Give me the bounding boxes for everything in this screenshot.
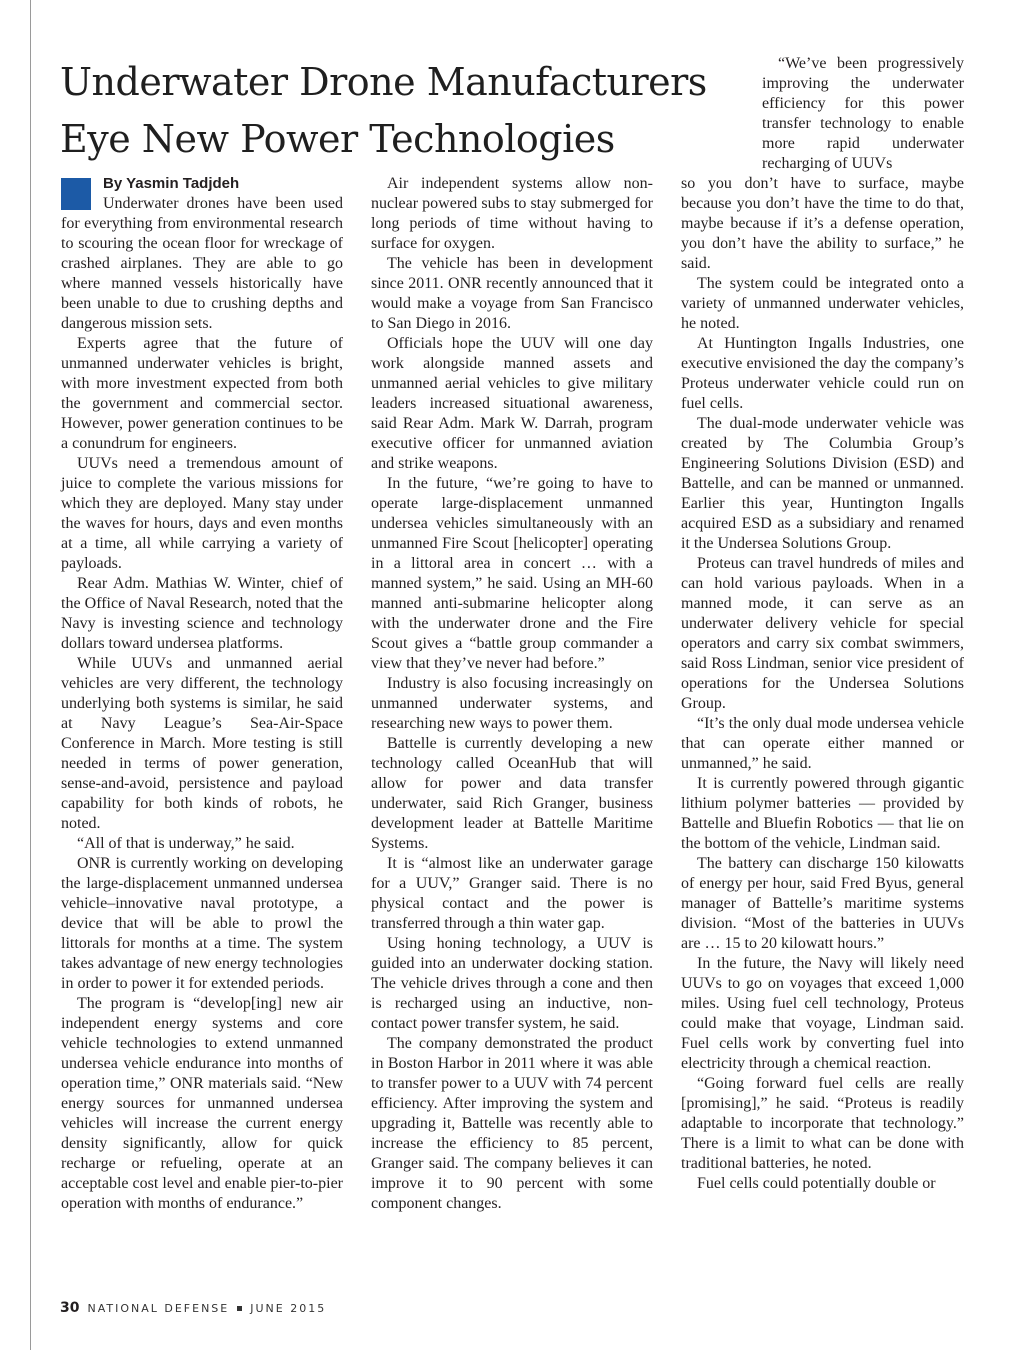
paragraph: Fuel cells could potentially double or xyxy=(697,1175,936,1192)
paragraph: At Huntington Ingalls Industries, one executive envisioned the day the company’s Proteus underwater vehicle could run on fuel cells. xyxy=(681,335,964,412)
paragraph: Using honing technology, a UUV is guided into an underwater docking station. The vehicle drives through a cone and then is recharged using an inductive, non-contact power transfer system, he said. xyxy=(371,935,653,1032)
paragraph: The battery can discharge 150 kilowatts of energy per hour, said Fred Byus, general manager of Battelle’s maritime systems division. “Most of the batteries in UUVs are … 15 to 20 kilowatt hours.” xyxy=(681,855,964,952)
paragraph: “We’ve been progressively improving the underwater efficiency for this power transfer technology to enable more rapid underwater recharging of UUVs xyxy=(762,55,964,172)
paragraph: It is “almost like an underwater garage for a UUV,” Granger said. There is no physical contact and the power is transferred through a thin water gap. xyxy=(371,855,653,932)
paragraph: Industry is also focusing increasingly on unmanned underwater systems, and researching new ways to power them. xyxy=(371,675,653,732)
column-3-top-text xyxy=(762,54,964,174)
paragraph: Rear Adm. Mathias W. Winter, chief of the Office of Naval Research, noted that the Navy is investing science and technology dollars toward undersea platforms. xyxy=(61,575,343,652)
article-column-2 xyxy=(371,174,653,1214)
paragraph: The dual-mode underwater vehicle was created by The Columbia Group’s Engineering Solutions Division (ESD) and Battelle, and can be manned or unmanned. Earlier this year, Huntington Ingalls acquired ESD as a subsidiary and renamed it the Undersea Solutions Group. xyxy=(681,415,964,552)
paragraph: In the future, the Navy will likely need UUVs to go on voyages that exceed 1,000 miles. Using fuel cell technology, Proteus could make that voyage, Lindman said. Fuel cells work by converting fuel into electricity through a chemical reaction. xyxy=(681,955,964,1072)
article-column-1 xyxy=(61,174,343,1214)
paragraph: Officials hope the UUV will one day work alongside manned assets and unmanned aerial vehicles to give military leaders increased situational awareness, said Rear Adm. Mark W. Darrah, program executive officer for unmanned aviation and strike weapons. xyxy=(371,335,653,472)
paragraph: The program is “develop[ing] new air independent energy systems and core vehicle technologies to extend unmanned undersea vehicle endurance into months of operation time,” ONR materials said. “New energy sources for unmanned undersea vehicles will increase the current energy density significantly, allow for quick recharge or refueling, operate at an acceptable cost level and enable pier-to-pier operation with months of endurance.” xyxy=(61,995,343,1212)
article-column-3 xyxy=(681,174,964,1194)
paragraph: “All of that is underway,” he said. xyxy=(77,835,295,852)
paragraph: “It’s the only dual mode undersea vehicle that can operate either manned or unmanned,” he said. xyxy=(681,715,964,772)
headline-line-2: Eye New Power Technologies xyxy=(60,117,615,161)
paragraph: ONR is currently working on developing the large-displacement unmanned undersea vehicle–innovative naval prototype, a device that will be able to prowl the littorals for months at a time. The system takes advantage of new energy technologies in order to power it for extended periods. xyxy=(61,855,343,992)
paragraph: It is currently powered through gigantic lithium polymer batteries — provided by Battelle and Bluefin Robotics — that lie on the bottom of the vehicle, Lindman said. xyxy=(681,775,964,852)
article-headline xyxy=(60,54,760,168)
paragraph: Experts agree that the future of unmanned underwater vehicles is bright, with more investment expected from both the government and commercial sector. However, power generation continues to be a conundrum for engineers. xyxy=(61,335,343,452)
paragraph: Proteus can travel hundreds of miles and can hold various payloads. When in a manned mode, it can serve as an underwater delivery vehicle for special operators and carry six combat swimmers, said Ross Lindman, senior vice president of operations for the Undersea Solutions Group. xyxy=(681,555,964,712)
paragraph: While UUVs and unmanned aerial vehicles are very different, the technology underlying both systems is similar, he said at Navy League’s Sea-Air-Space Conference in March. More testing is still needed in terms of power generation, sense-and-avoid, persistence and payload capability for both kinds of robots, he noted. xyxy=(61,655,343,832)
separator-square-icon xyxy=(237,1306,242,1311)
byline: By Yasmin Tadjdeh xyxy=(103,175,240,192)
byline-marker-icon xyxy=(61,178,91,210)
paragraph: Battelle is currently developing a new technology called OceanHub that will allow for power and data transfer underwater, said Rich Granger, business development leader at Battelle Maritime Systems. xyxy=(371,735,653,852)
page-edge-rule xyxy=(30,0,31,1350)
paragraph: “Going forward fuel cells are really [promising],” he said. “Proteus is readily adaptable to incorporate that technology.” There is a limit to what can be done with traditional batteries, he noted. xyxy=(681,1075,964,1172)
paragraph: The company demonstrated the product in Boston Harbor in 2011 where it was able to transfer power to a UUV with 74 percent efficiency. After improving the system and upgrading it, Battelle was recently able to increase the efficiency to 85 percent, Granger said. The company believes it can improve it to 90 percent with some component changes. xyxy=(371,1035,653,1212)
headline-line-1: Underwater Drone Manufacturers xyxy=(60,60,707,104)
issue-date: JUNE 2015 xyxy=(250,1302,327,1315)
paragraph: The system could be integrated onto a variety of unmanned underwater vehicles, he noted. xyxy=(681,275,964,332)
paragraph: In the future, “we’re going to have to operate large-displacement unmanned undersea vehicles simultaneously with an unmanned Fire Scout [helicopter] operating in a littoral area in concert … with a manned system,” he said. Using an MH-60 manned anti-submarine helicopter along with the underwater drone and the Fire Scout gives a “battle group commander a view that they’ve never had before.” xyxy=(371,475,653,672)
page-number: 30 xyxy=(60,1300,80,1316)
page-footer xyxy=(60,1300,326,1316)
paragraph: UUVs need a tremendous amount of juice to complete the various missions for which they are deployed. Many stay under the waves for hours, days and even months at a time, all while carrying a variety of payloads. xyxy=(61,455,343,572)
paragraph: Air independent systems allow non-nuclear powered subs to stay submerged for long periods of time without having to surface for oxygen. xyxy=(371,175,653,252)
paragraph: The vehicle has been in development since 2011. ONR recently announced that it would make a voyage from San Francisco to San Diego in 2016. xyxy=(371,255,653,332)
paragraph: Underwater drones have been used for everything from environmental research to scouring the ocean floor for wreckage of crashed airplanes. They are able to go where manned vessels historically have been unable to due to crushing depths and dangerous mission sets. xyxy=(61,195,343,332)
publication-name: NATIONAL DEFENSE xyxy=(87,1302,230,1315)
paragraph: so you don’t have to surface, maybe because you don’t have the time to do that, maybe because if it’s a defense operation, you don’t have the ability to surface,” he said. xyxy=(681,175,964,272)
